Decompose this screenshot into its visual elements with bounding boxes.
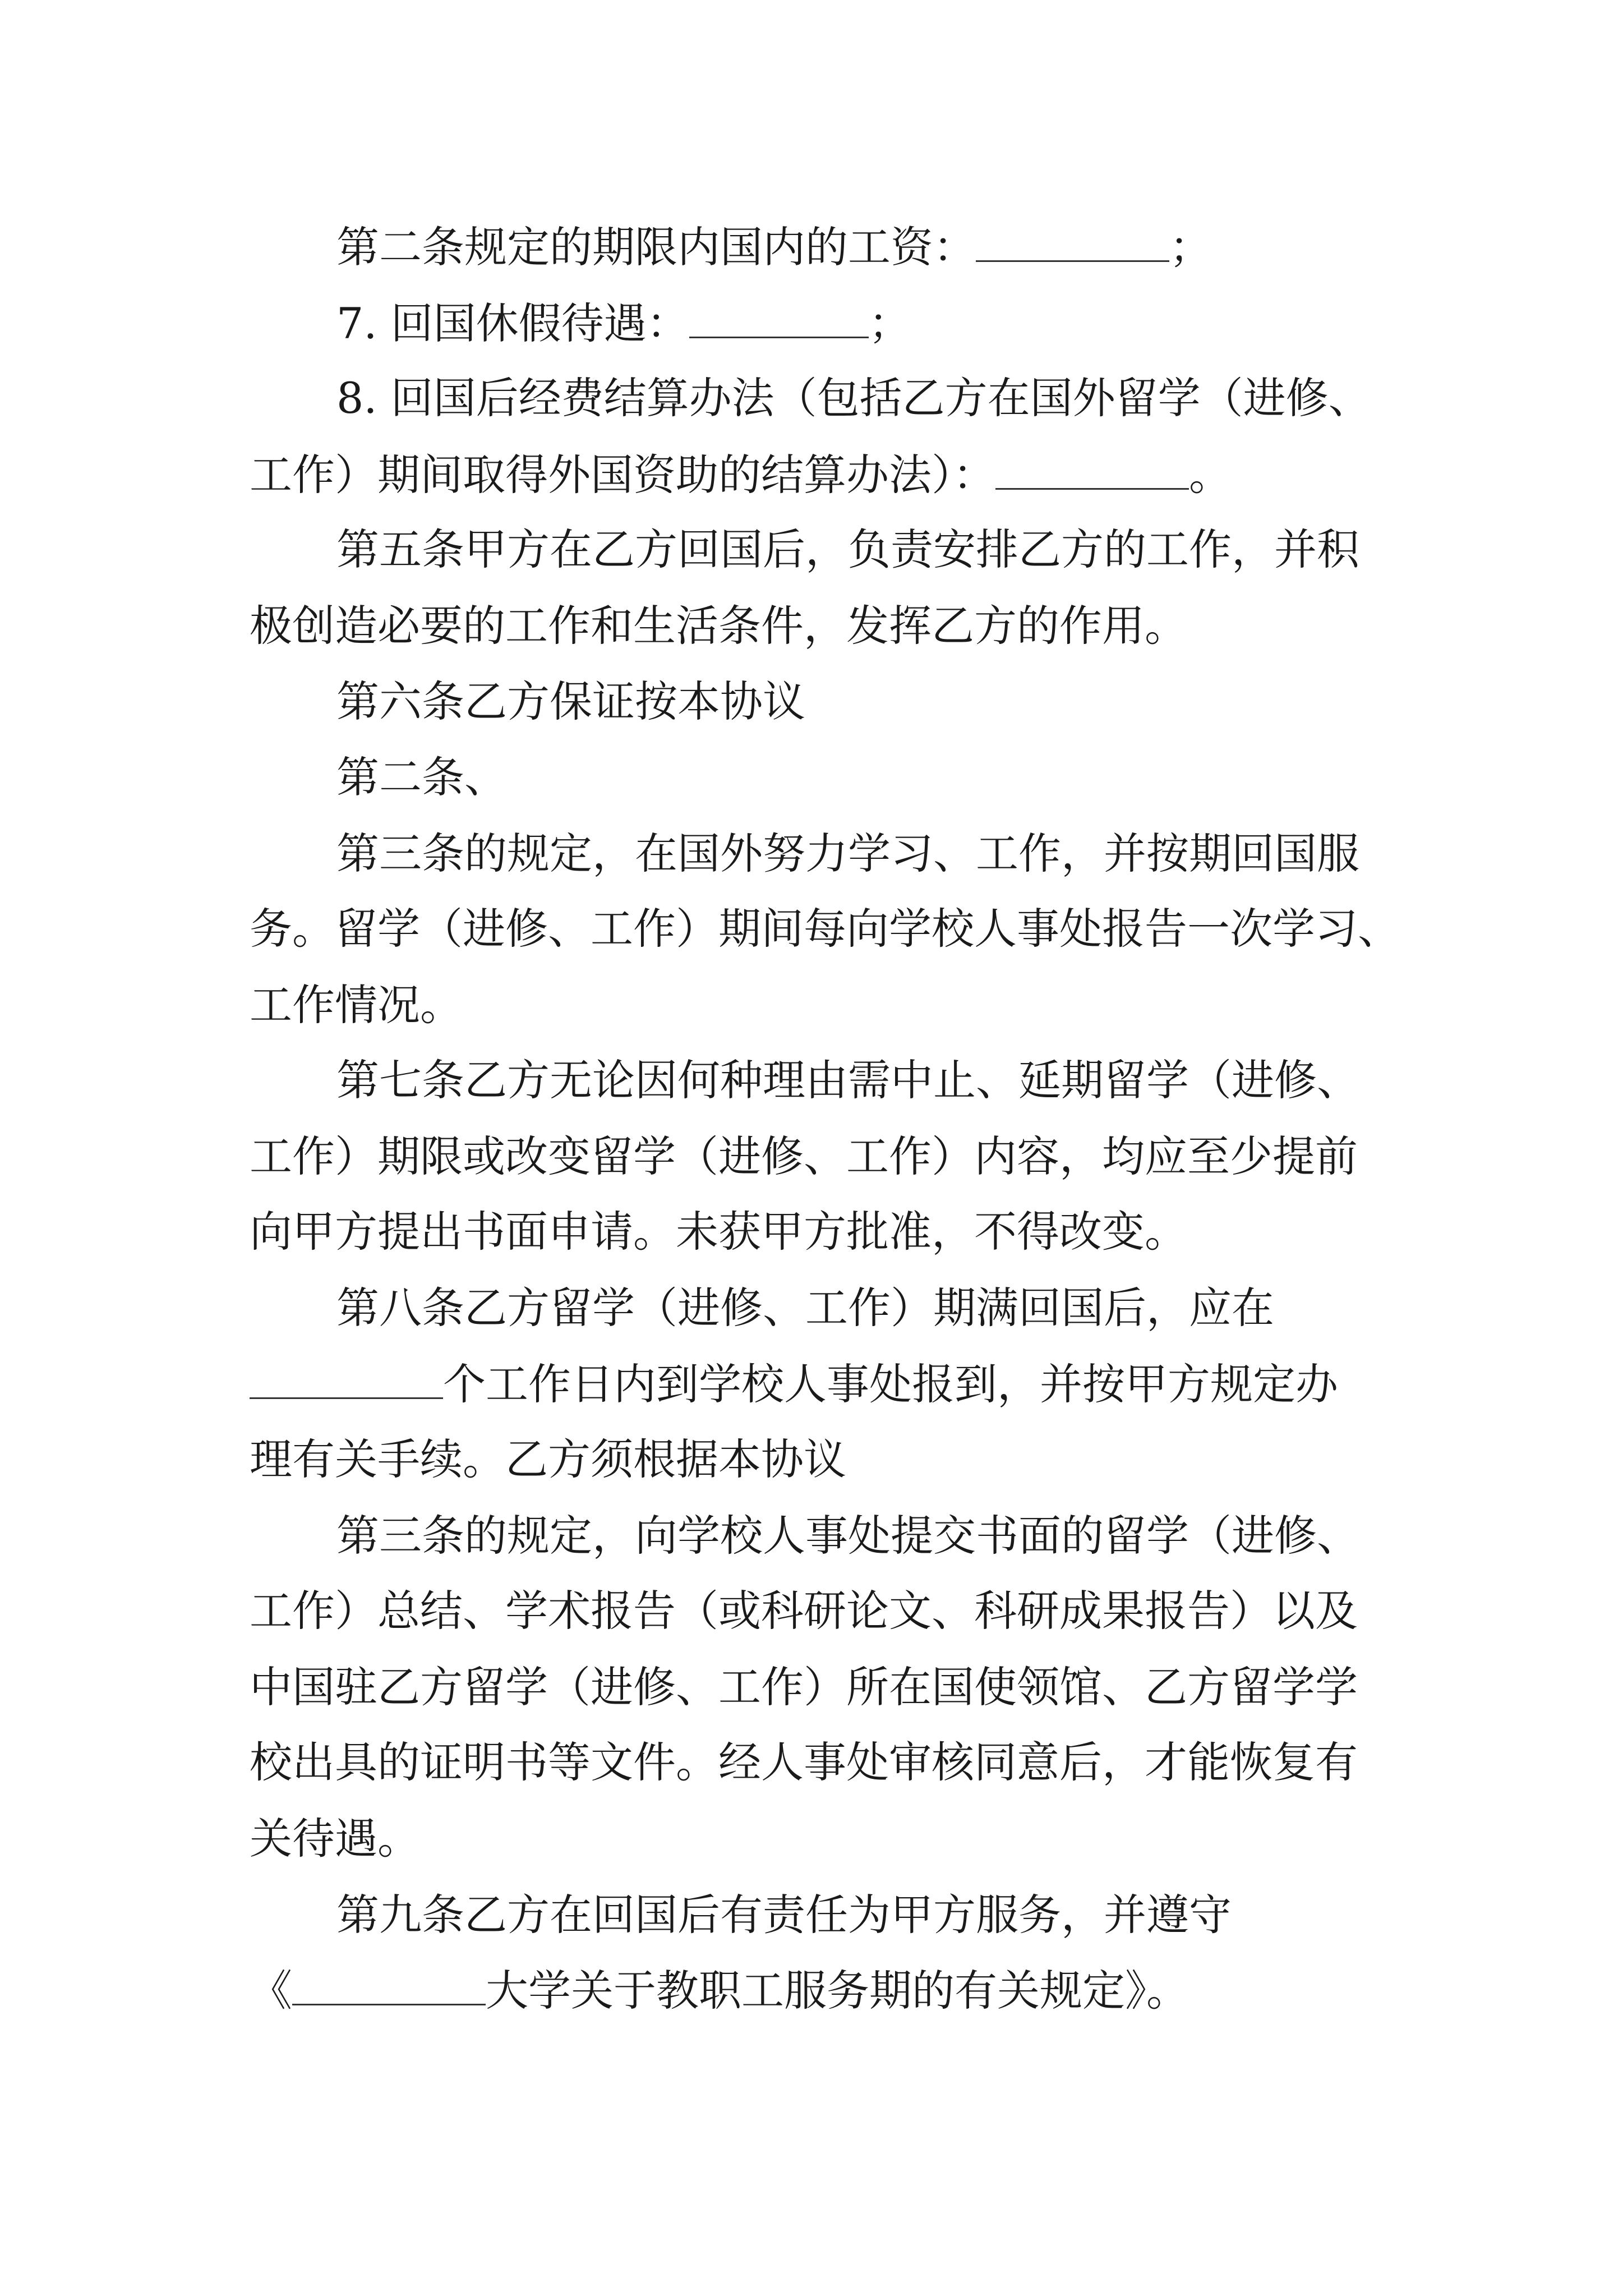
paragraph-line: 第二条、 xyxy=(336,752,507,802)
paragraph-line: 工作情况。 xyxy=(250,980,463,1030)
paragraph-line: 中国驻乙方留学（进修、工作）所在国使领馆、乙方留学学 xyxy=(250,1662,1358,1712)
paragraph-line: 工作）期限或改变留学（进修、工作）内容，均应至少提前 xyxy=(250,1131,1358,1181)
paragraph-line: 第九条乙方在回国后有责任为甲方服务，并遵守 xyxy=(336,1890,1232,1940)
paragraph-line: 第五条甲方在乙方回国后，负责安排乙方的工作，并积 xyxy=(336,524,1359,574)
paragraph-line: 《 大学关于教职工服务期的有关规定》。 xyxy=(250,1966,1189,2016)
paragraph-line: 7. 回国休假待遇： ； xyxy=(336,298,911,348)
paragraph-line: 第八条乙方留学（进修、工作）期满回国后，应在 xyxy=(336,1283,1274,1333)
paragraph-line: 第六条乙方保证按本协议 xyxy=(336,677,805,726)
paragraph-line: 关待遇。 xyxy=(250,1814,420,1864)
paragraph-line: 个工作日内到学校人事处报到，并按甲方规定办 xyxy=(250,1363,1338,1406)
paragraph-line: 校出具的证明书等文件。经人事处审核同意后，才能恢复有 xyxy=(250,1737,1358,1787)
paragraph-line: 工作）总结、学术报告（或科研论文、科研成果报告）以及 xyxy=(250,1586,1358,1636)
paragraph-line: 工作）期间取得外国资助的结算办法）： 。 xyxy=(250,450,1232,500)
fill-blank[interactable] xyxy=(689,302,869,338)
fill-blank[interactable] xyxy=(976,226,1169,262)
fill-blank[interactable] xyxy=(250,1363,443,1399)
fill-blank[interactable] xyxy=(292,1969,486,2005)
paragraph-line: 第七条乙方无论因何种理由需中止、延期留学（进修、 xyxy=(336,1055,1359,1105)
paragraph-line: 向甲方提出书面申请。未获甲方批准，不得改变。 xyxy=(250,1207,1187,1257)
paragraph-line: 理有关手续。乙方须根据本协议 xyxy=(250,1434,846,1484)
paragraph-line: 8. 回国后经费结算办法（包括乙方在国外留学（进修、 xyxy=(336,373,1371,423)
paragraph-line: 第三条的规定，在国外努力学习、工作，并按期回国服 xyxy=(336,829,1359,878)
paragraph-line: 第三条的规定，向学校人事处提交书面的留学（进修、 xyxy=(336,1511,1359,1561)
fill-blank[interactable] xyxy=(995,453,1189,490)
paragraph-line: 第二条规定的期限内国内的工资： ； xyxy=(336,222,1212,272)
paragraph-line: 极创造必要的工作和生活条件，发挥乙方的作用。 xyxy=(250,601,1187,651)
paragraph-line: 务。留学（进修、工作）期间每向学校人事处报告一次学习、 xyxy=(250,904,1400,954)
